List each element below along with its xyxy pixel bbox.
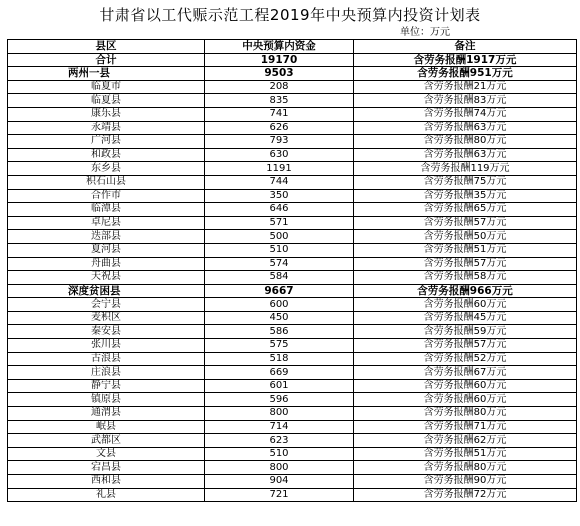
note-cell: 含劳务报酬71万元 (354, 420, 577, 434)
note-cell: 含劳务报酬65万元 (354, 203, 577, 217)
amount-cell: 646 (205, 203, 354, 217)
table-row (8, 488, 577, 502)
table-row (8, 366, 577, 380)
amount-cell: 744 (205, 175, 354, 189)
note-cell: 含劳务报酬57万元 (354, 216, 577, 230)
county-cell: 通渭县 (8, 407, 205, 421)
table-header-row (8, 40, 577, 54)
amount-cell: 574 (205, 257, 354, 271)
table-row (8, 379, 577, 393)
note-cell: 含劳务报酬57万元 (354, 339, 577, 353)
amount-cell: 741 (205, 107, 354, 121)
county-cell: 天祝县 (8, 271, 205, 285)
table-row (8, 243, 577, 257)
table-row (8, 393, 577, 407)
note-cell: 含劳务报酬72万元 (354, 488, 577, 502)
table-row (8, 148, 577, 162)
amount-cell: 518 (205, 352, 354, 366)
table-row (8, 311, 577, 325)
amount-cell: 208 (205, 80, 354, 94)
note-cell: 含劳务报酬50万元 (354, 230, 577, 244)
header-note: 备注 (354, 40, 577, 54)
note-cell: 含劳务报酬74万元 (354, 107, 577, 121)
table-row (8, 53, 577, 67)
county-cell: 静宁县 (8, 379, 205, 393)
amount-cell: 800 (205, 407, 354, 421)
county-cell: 会宁县 (8, 298, 205, 312)
note-cell: 含劳务报酬35万元 (354, 189, 577, 203)
note-cell: 含劳务报酬119万元 (354, 162, 577, 176)
table-row (8, 189, 577, 203)
amount-cell: 1191 (205, 162, 354, 176)
amount-cell: 626 (205, 121, 354, 135)
note-cell: 含劳务报酬966万元 (354, 284, 577, 298)
county-cell: 合作市 (8, 189, 205, 203)
county-cell: 镇原县 (8, 393, 205, 407)
investment-table (7, 39, 577, 502)
table-row (8, 475, 577, 489)
note-cell: 含劳务报酬58万元 (354, 271, 577, 285)
table-row (8, 447, 577, 461)
amount-cell: 9503 (205, 67, 354, 81)
header-county: 县区 (8, 40, 205, 54)
county-cell: 迭部县 (8, 230, 205, 244)
table-row (8, 80, 577, 94)
table-row (8, 94, 577, 108)
note-cell: 含劳务报酬52万元 (354, 352, 577, 366)
county-cell: 永靖县 (8, 121, 205, 135)
note-cell: 含劳务报酬62万元 (354, 434, 577, 448)
county-cell: 东乡县 (8, 162, 205, 176)
table-row (8, 407, 577, 421)
county-cell: 文县 (8, 447, 205, 461)
unit-label: 单位：万元 (400, 27, 450, 38)
amount-cell: 510 (205, 447, 354, 461)
amount-cell: 350 (205, 189, 354, 203)
note-cell: 含劳务报酬51万元 (354, 447, 577, 461)
table-row (8, 420, 577, 434)
table-row (8, 298, 577, 312)
county-cell: 卓尼县 (8, 216, 205, 230)
county-cell: 古浪县 (8, 352, 205, 366)
note-cell: 含劳务报酬83万元 (354, 94, 577, 108)
county-cell: 庄浪县 (8, 366, 205, 380)
county-cell: 舟曲县 (8, 257, 205, 271)
amount-cell: 630 (205, 148, 354, 162)
note-cell: 含劳务报酬57万元 (354, 257, 577, 271)
amount-cell: 510 (205, 243, 354, 257)
amount-cell: 601 (205, 379, 354, 393)
amount-cell: 835 (205, 94, 354, 108)
amount-cell: 600 (205, 298, 354, 312)
county-cell: 临夏市 (8, 80, 205, 94)
county-cell: 广河县 (8, 135, 205, 149)
table-row (8, 67, 577, 81)
county-cell: 积石山县 (8, 175, 205, 189)
table-row (8, 434, 577, 448)
county-cell: 武都区 (8, 434, 205, 448)
county-cell: 礼县 (8, 488, 205, 502)
county-cell: 两州一县 (8, 67, 205, 81)
table-row (8, 352, 577, 366)
amount-cell: 19170 (205, 53, 354, 67)
county-cell: 夏河县 (8, 243, 205, 257)
amount-cell: 586 (205, 325, 354, 339)
amount-cell: 623 (205, 434, 354, 448)
amount-cell: 800 (205, 461, 354, 475)
note-cell: 含劳务报酬63万元 (354, 148, 577, 162)
amount-cell: 450 (205, 311, 354, 325)
page-title: 甘肃省以工代赈示范工程2019年中央预算内投资计划表 (99, 6, 481, 24)
table-row (8, 257, 577, 271)
note-cell: 含劳务报酬21万元 (354, 80, 577, 94)
table-row (8, 284, 577, 298)
note-cell: 含劳务报酬80万元 (354, 407, 577, 421)
amount-cell: 721 (205, 488, 354, 502)
note-cell: 含劳务报酬60万元 (354, 393, 577, 407)
table-row (8, 461, 577, 475)
county-cell: 岷县 (8, 420, 205, 434)
table-row (8, 175, 577, 189)
amount-cell: 9667 (205, 284, 354, 298)
table-row (8, 339, 577, 353)
amount-cell: 714 (205, 420, 354, 434)
table-row (8, 107, 577, 121)
county-cell: 合计 (8, 53, 205, 67)
county-cell: 和政县 (8, 148, 205, 162)
note-cell: 含劳务报酬60万元 (354, 379, 577, 393)
amount-cell: 596 (205, 393, 354, 407)
county-cell: 临夏县 (8, 94, 205, 108)
note-cell: 含劳务报酬59万元 (354, 325, 577, 339)
county-cell: 宕昌县 (8, 461, 205, 475)
amount-cell: 575 (205, 339, 354, 353)
note-cell: 含劳务报酬951万元 (354, 67, 577, 81)
note-cell: 含劳务报酬51万元 (354, 243, 577, 257)
table-row (8, 230, 577, 244)
county-cell: 秦安县 (8, 325, 205, 339)
county-cell: 麦积区 (8, 311, 205, 325)
county-cell: 临潭县 (8, 203, 205, 217)
table-row (8, 325, 577, 339)
amount-cell: 793 (205, 135, 354, 149)
note-cell: 含劳务报酬60万元 (354, 298, 577, 312)
header-amount: 中央预算内资金 (205, 40, 354, 54)
table-row (8, 162, 577, 176)
note-cell: 含劳务报酬75万元 (354, 175, 577, 189)
table-row (8, 203, 577, 217)
note-cell: 含劳务报酬80万元 (354, 461, 577, 475)
amount-cell: 584 (205, 271, 354, 285)
amount-cell: 904 (205, 475, 354, 489)
county-cell: 西和县 (8, 475, 205, 489)
amount-cell: 669 (205, 366, 354, 380)
amount-cell: 571 (205, 216, 354, 230)
county-cell: 深度贫困县 (8, 284, 205, 298)
table-row (8, 271, 577, 285)
table-row (8, 135, 577, 149)
note-cell: 含劳务报酬90万元 (354, 475, 577, 489)
note-cell: 含劳务报酬67万元 (354, 366, 577, 380)
county-cell: 张川县 (8, 339, 205, 353)
amount-cell: 500 (205, 230, 354, 244)
county-cell: 康乐县 (8, 107, 205, 121)
table-row (8, 216, 577, 230)
note-cell: 含劳务报酬63万元 (354, 121, 577, 135)
note-cell: 含劳务报酬80万元 (354, 135, 577, 149)
note-cell: 含劳务报酬1917万元 (354, 53, 577, 67)
note-cell: 含劳务报酬45万元 (354, 311, 577, 325)
table-row (8, 121, 577, 135)
